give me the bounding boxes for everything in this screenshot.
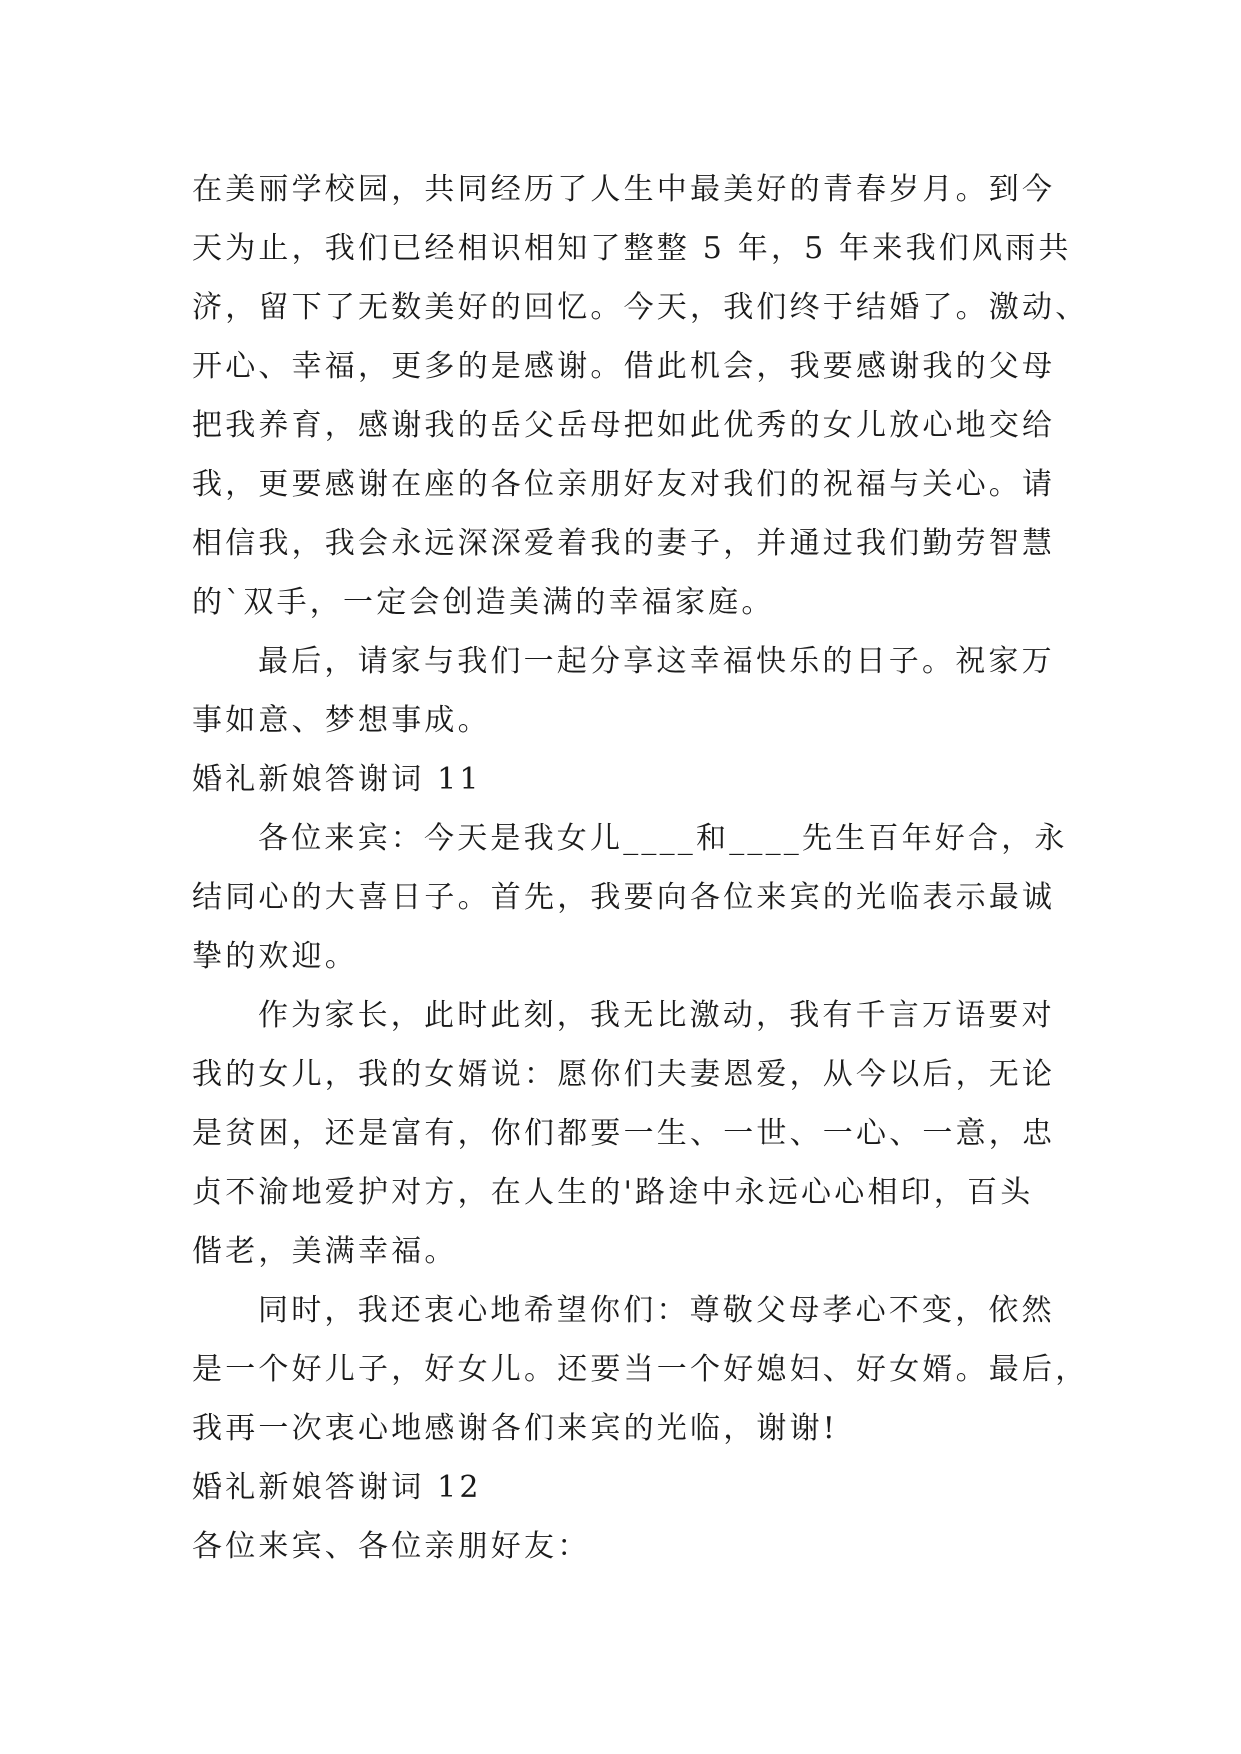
text-line: 我，更要感谢在座的各位亲朋好友对我们的祝福与关心。请: [192, 467, 1056, 502]
document-body: [192, 160, 1089, 1576]
text-line: 把我养育，感谢我的岳父岳母把如此优秀的女儿放心地交给: [192, 408, 1056, 443]
text-line: 贞不渝地爱护对方，在人生的'路途中永远心心相印，百头: [192, 1175, 1034, 1210]
text-line: 天为止，我们已经相识相知了整整 5 年，5 年来我们风雨共: [192, 231, 1072, 266]
salutation-line: 各位来宾、各位亲朋好友：: [192, 1529, 591, 1564]
text-line: 偕老，美满幸福。: [192, 1234, 458, 1269]
paragraph-first-line: 同时，我还衷心地希望你们：尊敬父母孝心不变，依然: [258, 1293, 1055, 1328]
text-line: 我的女儿，我的女婿说：愿你们夫妻恩爱，从今以后，无论: [192, 1057, 1056, 1092]
paragraph-first-line: 最后，请家与我们一起分享这幸福快乐的日子。祝家万: [258, 644, 1055, 679]
text-line: 结同心的大喜日子。首先，我要向各位来宾的光临表示最诚: [192, 880, 1056, 915]
text-line: 开心、幸福，更多的是感谢。借此机会，我要感谢我的父母: [192, 349, 1056, 384]
text-line: 我再一次衷心地感谢各们来宾的光临，谢谢!: [192, 1411, 839, 1446]
paragraph-first-line: 作为家长，此时此刻，我无比激动，我有千言万语要对: [258, 998, 1055, 1033]
text-line: 事如意、梦想事成。: [192, 703, 491, 738]
text-line: 是贫困，还是富有，你们都要一生、一世、一心、一意，忠: [192, 1116, 1056, 1151]
section-heading: 婚礼新娘答谢词 11: [192, 762, 482, 797]
text-line: 在美丽学校园，共同经历了人生中最美好的青春岁月。到今: [192, 172, 1056, 207]
text-line: 是一个好儿子，好女儿。还要当一个好媳妇、好女婿。最后，: [192, 1352, 1089, 1387]
text-line: 济，留下了无数美好的回忆。今天，我们终于结婚了。激动、: [192, 290, 1089, 325]
text-line: 相信我，我会永远深深爱着我的妻子，并通过我们勤劳智慧: [192, 526, 1056, 561]
section-heading: 婚礼新娘答谢词 12: [192, 1470, 482, 1505]
text-line: 挚的欢迎。: [192, 939, 358, 974]
paragraph-first-line: 各位来宾：今天是我女儿____和____先生百年好合，永: [258, 821, 1068, 856]
text-line: 的`双手，一定会创造美满的幸福家庭。: [192, 585, 775, 620]
